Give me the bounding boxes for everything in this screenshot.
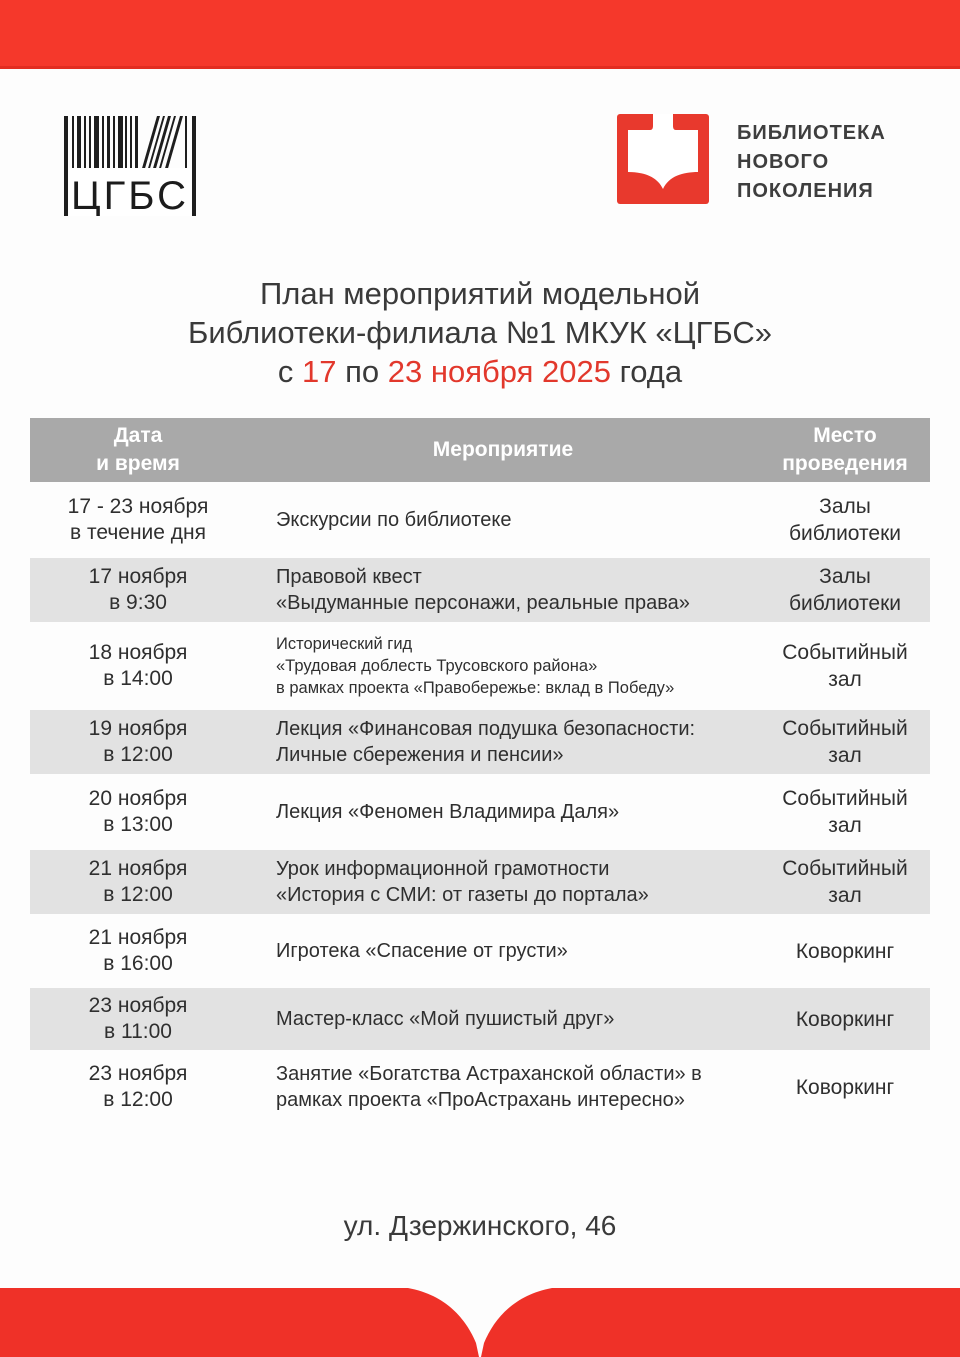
event-date: 21 ноября в 12:00 — [88, 857, 188, 906]
date-range-end: 23 ноября 2025 — [387, 354, 611, 389]
open-book-icon — [617, 114, 709, 204]
table-row — [30, 780, 930, 844]
event-date: 23 ноября в 12:00 — [88, 1062, 188, 1111]
page-title — [0, 274, 960, 391]
event-date: 18 ноября в 14:00 — [88, 641, 188, 690]
events-table — [30, 418, 930, 1124]
cgbs-barcode-logo-icon — [64, 116, 196, 216]
event-location: Событийный зал — [782, 787, 908, 837]
table-row — [30, 628, 930, 704]
table-row — [30, 850, 930, 914]
top-red-band — [0, 0, 960, 69]
date-range-start: 17 — [301, 354, 337, 389]
event-title: Лекция «Финансовая подушка безопасности: Личные сбережения и пенсии» — [276, 718, 696, 766]
barcode-label: ЦГБС — [71, 174, 189, 216]
title-line-1: План мероприятий модельной — [259, 276, 701, 311]
table-row — [30, 558, 930, 622]
table-row — [30, 1056, 930, 1118]
event-location: Событийный зал — [782, 717, 908, 767]
logo-text-line: НОВОГО — [737, 151, 830, 173]
new-generation-library-logo — [617, 114, 886, 206]
table-header — [30, 418, 930, 482]
event-title: Лекция «Феномен Владимира Даля» — [276, 801, 620, 823]
title-line-3: с 17 по 23 ноября 2025 года — [277, 354, 683, 389]
library-address: ул. Дзержинского, 46 — [343, 1210, 617, 1241]
table-row — [30, 988, 930, 1050]
event-date: 21 ноября в 16:00 — [88, 926, 188, 975]
event-location: Коворкинг — [795, 1007, 895, 1031]
event-date: 17 ноября в 9:30 — [88, 565, 188, 614]
event-title: Экскурсии по библиотеке — [276, 509, 512, 531]
table-row — [30, 488, 930, 552]
logo-text-line: БИБЛИОТЕКА — [737, 122, 886, 144]
column-header-event: Мероприятие — [432, 438, 574, 461]
event-location: Коворкинг — [795, 939, 895, 963]
event-title: Исторический гид «Трудовая доблесть Трусовского района» в рамках проекта «Правобережье: вклад в Победу» — [276, 635, 675, 697]
event-title: Мастер-класс «Мой пушистый друг» — [276, 1008, 615, 1030]
logo-text — [737, 114, 886, 206]
table-body — [30, 488, 930, 1118]
event-location: Событийный зал — [782, 857, 908, 907]
event-date: 17 - 23 ноября в течение дня — [67, 495, 209, 544]
event-date: 20 ноября в 13:00 — [88, 787, 188, 836]
event-location: Коворкинг — [795, 1075, 895, 1099]
event-location: Залы библиотеки — [788, 495, 902, 545]
bottom-red-band — [0, 1285, 960, 1357]
event-date: 19 ноября в 12:00 — [88, 717, 188, 766]
logo-text-line: ПОКОЛЕНИЯ — [737, 180, 874, 202]
event-title: Правовой квест «Выдуманные персонажи, реальные права» — [276, 566, 690, 614]
book-notch-decoration — [0, 1285, 960, 1357]
event-title: Игротека «Спасение от грусти» — [276, 940, 568, 962]
table-row — [30, 920, 930, 982]
event-location: Событийный зал — [782, 641, 908, 691]
event-title: Занятие «Богатства Астраханской области» в рамках проекта «ПроАстрахань интересно» — [276, 1063, 702, 1111]
event-date: 23 ноября в 11:00 — [88, 994, 188, 1043]
event-title: Урок информационной грамотности «История с СМИ: от газеты до портала» — [276, 858, 649, 906]
table-row — [30, 710, 930, 774]
event-location: Залы библиотеки — [788, 565, 902, 615]
column-header-place: Место проведения — [782, 424, 908, 475]
column-header-date: Дата и время — [96, 424, 180, 475]
title-line-2: Библиотеки-филиала №1 МКУК «ЦГБС» — [188, 315, 772, 350]
